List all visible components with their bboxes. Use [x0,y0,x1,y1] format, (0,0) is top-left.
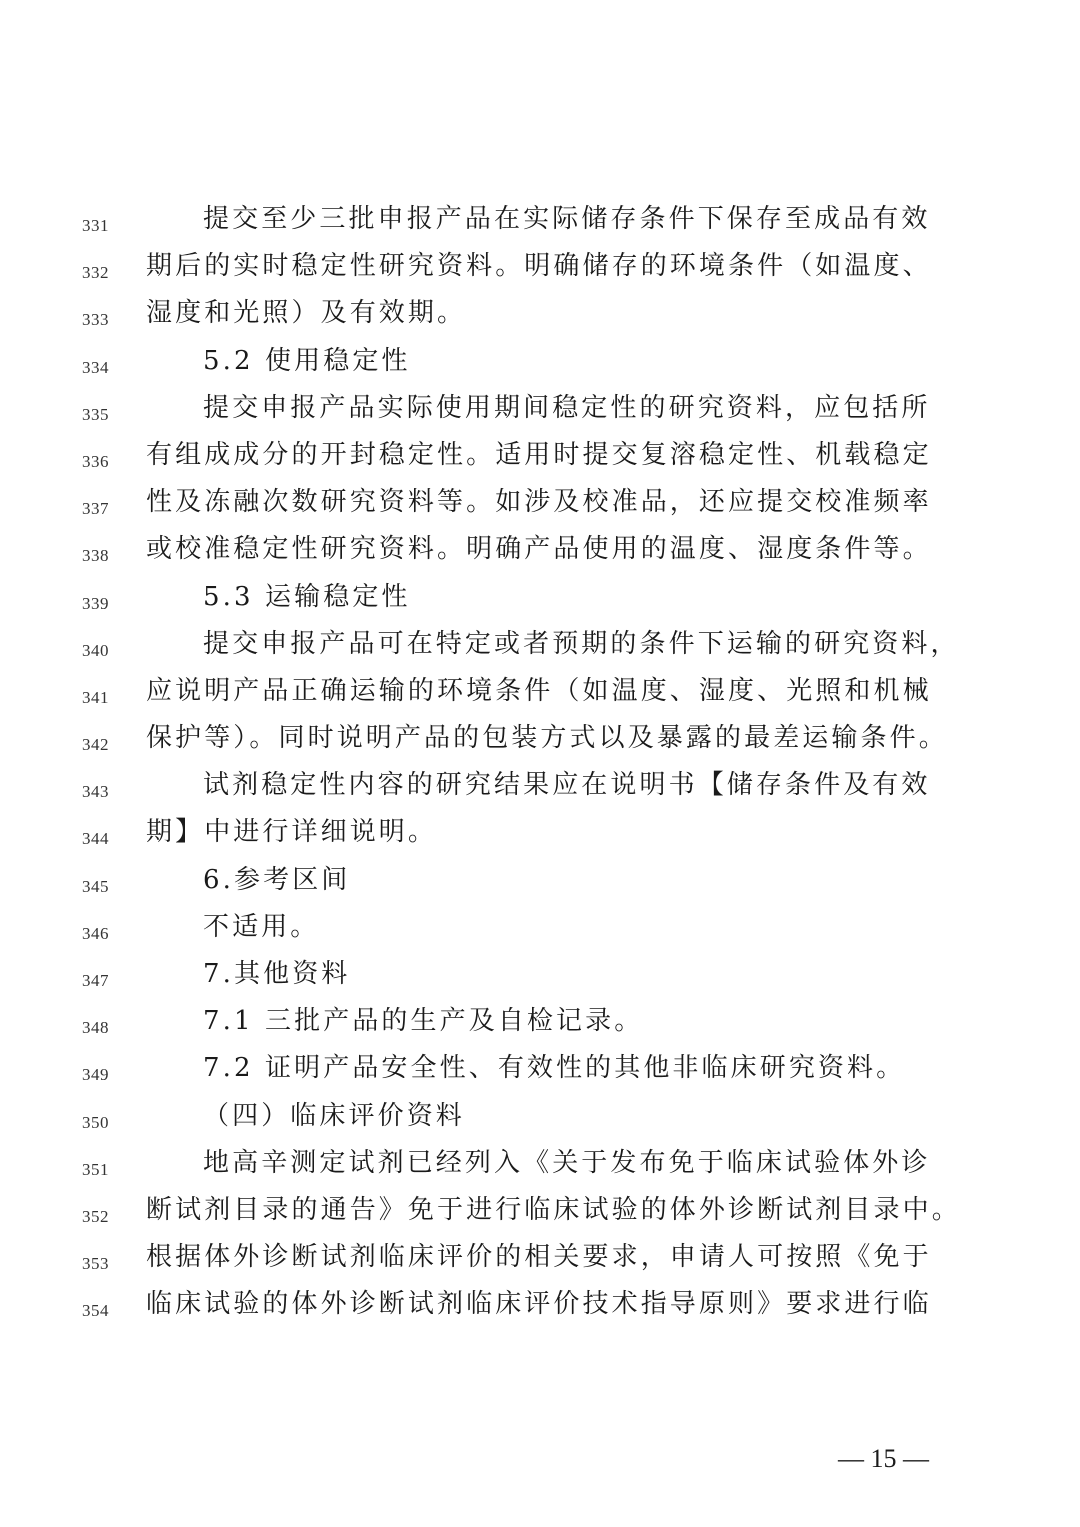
line-text: 地高辛测定试剂已经列入《关于发布免于临床试验体外诊 [203,1147,931,1178]
line-number: 339 [82,593,109,613]
line-list [0,194,1080,1327]
text-line [0,760,1080,807]
line-text: 有组成成分的开封稳定性。适用时提交复溶稳定性、机载稳定 [146,439,932,470]
text-line [0,1185,1080,1232]
line-number: 349 [82,1065,109,1085]
line-text: 5.3 运输稳定性 [203,581,411,612]
line-number: 338 [82,546,109,566]
text-line [0,855,1080,902]
line-text: 试剂稳定性内容的研究结果应在说明书【储存条件及有效 [203,770,931,801]
line-number: 353 [82,1254,109,1274]
text-line [0,241,1080,288]
line-text: 期】中进行详细说明。 [146,817,438,848]
line-number: 342 [82,735,109,755]
line-text: 7.2 证明产品安全性、有效性的其他非临床研究资料。 [203,1053,906,1084]
text-line [0,194,1080,241]
line-text: 7.其他资料 [203,959,351,989]
page-number: — 15 — [838,1444,929,1473]
line-number: 336 [82,451,109,471]
text-line [0,1232,1080,1279]
line-number: 352 [82,1206,109,1226]
text-line [0,383,1080,430]
line-number: 345 [82,876,109,896]
text-line [0,336,1080,383]
line-text: 提交申报产品实际使用期间稳定性的研究资料，应包括所 [203,392,931,423]
text-line [0,902,1080,949]
line-text: 6.参考区间 [203,864,351,895]
text-line [0,477,1080,524]
text-line [0,1043,1080,1090]
text-line [0,572,1080,619]
line-text: 根据体外诊断试剂临床评价的相关要求，申请人可按照《免于 [146,1242,932,1273]
line-text: 断试剂目录的通告》免于进行临床试验的体外诊断试剂目录中。 [146,1194,961,1225]
text-line [0,1091,1080,1138]
line-text: 性及冻融次数研究资料等。如涉及校准品，还应提交校准频率 [146,487,932,518]
line-text: 应说明产品正确运输的环境条件（如温度、湿度、光照和机械 [146,675,932,706]
line-text: 期后的实时稳定性研究资料。明确储存的环境条件（如温度、 [146,251,932,282]
line-number: 334 [82,357,109,377]
line-text: （四）临床评价资料 [203,1100,465,1131]
line-number: 351 [82,1159,109,1179]
line-text: 不适用。 [203,911,320,942]
line-number: 350 [82,1112,109,1132]
text-line [0,666,1080,713]
text-line [0,1279,1080,1326]
line-text: 湿度和光照）及有效期。 [146,298,467,329]
line-number: 354 [82,1301,109,1321]
line-number: 344 [82,829,109,849]
line-number: 331 [82,216,109,235]
line-number: 332 [82,263,109,283]
text-line [0,807,1080,854]
text-line [0,949,1080,996]
line-number: 340 [82,640,109,660]
line-number: 343 [82,782,109,802]
line-number: 335 [82,404,109,424]
line-text: 5.2 使用稳定性 [203,345,411,376]
line-number: 337 [82,499,109,519]
line-text: 提交申报产品可在特定或者预期的条件下运输的研究资料， [203,628,960,659]
line-text: 保护等）。同时说明产品的包装方式以及暴露的最差运输条件。 [146,723,948,754]
text-line [0,1138,1080,1185]
text-line [0,713,1080,760]
line-number: 347 [82,971,109,990]
line-number: 341 [82,687,109,707]
line-number: 333 [82,310,109,330]
text-line [0,996,1080,1043]
line-number: 348 [82,1018,109,1038]
text-line [0,288,1080,335]
line-text: 提交至少三批申报产品在实际储存条件下保存至成品有效 [203,204,931,234]
line-text: 或校准稳定性研究资料。明确产品使用的温度、湿度条件等。 [146,534,932,565]
line-text: 7.1 三批产品的生产及自检记录。 [203,1006,644,1037]
text-line [0,619,1080,666]
line-text: 临床试验的体外诊断试剂临床评价技术指导原则》要求进行临 [146,1289,932,1320]
text-line [0,430,1080,477]
text-line [0,524,1080,571]
line-number: 346 [82,923,109,943]
